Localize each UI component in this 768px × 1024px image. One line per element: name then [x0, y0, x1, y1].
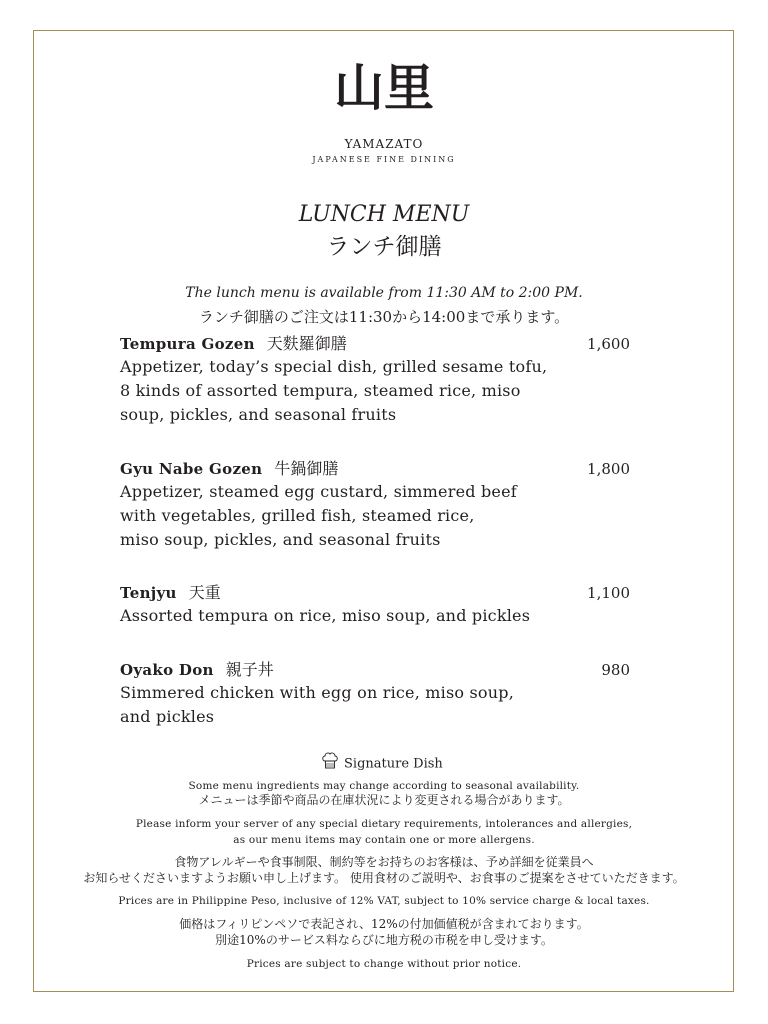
- item-description-line: miso soup, pickles, and seasonal fruits: [120, 530, 441, 549]
- availability-en: The lunch menu is available from 11:30 AM to 2:00 PM.: [185, 285, 583, 301]
- item-price: 980: [601, 661, 630, 679]
- item-name-jp: 牛鍋御膳: [274, 459, 339, 478]
- chef-hat-icon: [322, 752, 338, 776]
- item-name-en: Oyako Don: [120, 661, 214, 679]
- menu-item-oyako-don: [120, 659, 640, 729]
- item-description-line: soup, pickles, and seasonal fruits: [120, 405, 397, 424]
- menu-title-jp: ランチ御膳: [326, 234, 442, 260]
- item-name-en: Gyu Nabe Gozen: [120, 460, 263, 478]
- item-description-line: 8 kinds of assorted tempura, steamed rice, miso: [120, 381, 521, 400]
- note-dietary-jp-1: 食物アレルギーや食事制限、制約等をお持ちのお客様は、予め詳細を従業員へ: [174, 855, 594, 869]
- note-prices-en: Prices are in Philippine Peso, inclusive of 12% VAT, subject to 10% service charge & local taxes.: [118, 895, 650, 907]
- item-name-en: Tenjyu: [120, 584, 177, 602]
- item-name-en: Tempura Gozen: [120, 335, 255, 353]
- logo-subtitle: JAPANESE FINE DINING: [312, 155, 456, 164]
- note-dietary-en-1: Please inform your server of any special dietary requirements, intolerances and allergies,: [135, 818, 633, 830]
- note-dietary-en-2: as our menu items may contain one or more allergens.: [233, 834, 535, 846]
- menu-item-tempura-gozen: [120, 333, 640, 427]
- note-seasonal-jp: メニューは季節や商品の在庫状況により変更される場合があります。: [198, 793, 570, 807]
- item-description-line: Appetizer, steamed egg custard, simmered beef: [120, 482, 517, 501]
- item-name-jp: 天重: [188, 583, 221, 602]
- item-name-jp: 親子丼: [225, 660, 274, 679]
- note-price-change: Prices are subject to change without prior notice.: [246, 958, 522, 970]
- item-name: [120, 333, 640, 355]
- menu-item-tenjyu: [120, 582, 640, 628]
- item-price: 1,800: [587, 460, 630, 478]
- item-description-line: with vegetables, grilled fish, steamed rice,: [120, 506, 475, 525]
- item-name: [120, 659, 640, 681]
- item-name: [120, 582, 640, 604]
- signature-dish-legend: [322, 752, 443, 776]
- item-description: [120, 604, 640, 628]
- note-prices-jp-2: 別途10%のサービス料ならびに地方税の市税を申し受けます。: [215, 933, 553, 947]
- item-description: [120, 355, 640, 427]
- item-description-line: Simmered chicken with egg on rice, miso soup,: [120, 683, 514, 702]
- logo-name: YAMAZATO: [344, 137, 424, 151]
- item-name-jp: 天麩羅御膳: [266, 334, 347, 353]
- item-name: [120, 458, 640, 480]
- item-price: 1,100: [587, 584, 630, 602]
- menu-title-en: LUNCH MENU: [298, 202, 470, 227]
- availability-jp: ランチ御膳のご注文は11:30から14:00まで承ります。: [198, 308, 570, 326]
- item-description: [120, 681, 640, 729]
- item-description-line: Assorted tempura on rice, miso soup, and pickles: [120, 606, 531, 625]
- note-dietary-jp-2: お知らせくださいますようお願い申し上げます。 使用食材のご説明や、お食事のご提案をさせていただきます。: [83, 871, 685, 885]
- item-description-line: Appetizer, today’s special dish, grilled sesame tofu,: [120, 357, 548, 376]
- item-description: [120, 480, 640, 552]
- item-price: 1,600: [587, 335, 630, 353]
- note-prices-jp-1: 価格はフィリピンペソで表記され、12%の付加価値税が含まれております。: [179, 917, 589, 931]
- logo-kanji: 山里: [334, 58, 434, 117]
- menu-item-gyu-nabe-gozen: [120, 458, 640, 552]
- item-description-line: and pickles: [120, 707, 215, 726]
- signature-dish-label: Signature Dish: [344, 756, 443, 772]
- note-seasonal-en: Some menu ingredients may change according to seasonal availability.: [188, 780, 580, 792]
